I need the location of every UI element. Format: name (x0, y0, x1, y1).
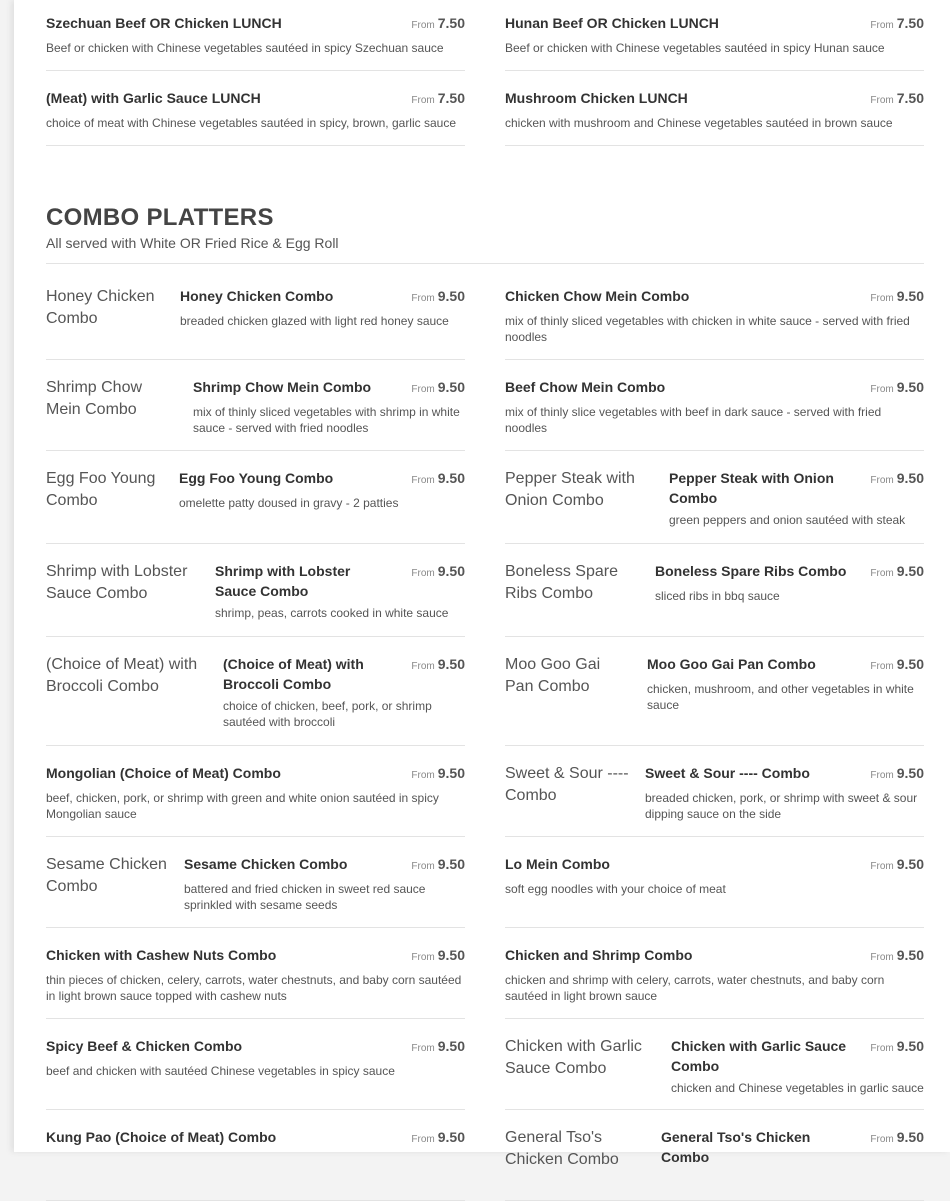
price-from-label: From (870, 661, 894, 672)
menu-item[interactable] (46, 837, 465, 928)
menu-item-info (647, 654, 924, 713)
menu-item-info (46, 945, 465, 1004)
price-amount: 7.50 (437, 15, 465, 31)
price-from-label: From (411, 384, 435, 395)
menu-item-name[interactable]: Chicken with Cashew Nuts Combo (46, 947, 277, 963)
price-from-label: From (411, 861, 435, 872)
price-from-label: From (411, 770, 435, 781)
price-amount: 9.50 (437, 856, 465, 872)
menu-item-description: mix of thinly sliced vegetables with chicken in white sauce - served with fried noodles (505, 314, 910, 344)
price-from-label: From (411, 952, 435, 963)
menu-item[interactable] (46, 269, 465, 360)
menu-item-description: beef, chicken, pork, or shrimp with green and white onion sautéed in spicy Mongolian sauce (46, 791, 439, 821)
menu-item-name[interactable]: Shrimp Chow Mein Combo (193, 379, 372, 395)
menu-item-name[interactable]: Mongolian (Choice of Meat) Combo (46, 765, 281, 781)
menu-item-price (411, 88, 465, 111)
menu-item[interactable] (505, 544, 924, 637)
menu-item-name[interactable]: Moo Goo Gai Pan Combo (647, 656, 816, 672)
menu-item-name[interactable]: Chicken and Shrimp Combo (505, 947, 693, 963)
menu-item-description: beef and chicken with sautéed Chinese vegetables in spicy sauce (46, 1064, 395, 1078)
price-from-label: From (411, 568, 435, 579)
menu-item-price (411, 763, 465, 786)
price-amount: 9.50 (437, 765, 465, 781)
menu-item[interactable] (46, 360, 465, 451)
menu-item-price (870, 468, 924, 491)
menu-item-image[interactable]: Sweet & Sour ---- Combo (505, 765, 629, 804)
price-from-label: From (411, 20, 435, 31)
menu-item-info (223, 654, 465, 730)
menu-item-description: omelette patty doused in gravy - 2 patties (179, 496, 399, 510)
menu-item-info (179, 468, 465, 511)
menu-item-description: soft egg noodles with your choice of meat (505, 882, 726, 896)
menu-item-price (411, 286, 465, 309)
price-from-label: From (870, 475, 894, 486)
menu-item-description: choice of chicken, beef, pork, or shrimp sautéed with broccoli (223, 699, 432, 729)
menu-item-price (411, 468, 465, 491)
price-amount: 9.50 (896, 563, 924, 579)
menu-item-price (411, 377, 465, 400)
price-amount: 9.50 (437, 947, 465, 963)
menu-item-price (870, 1127, 924, 1150)
price-amount: 9.50 (896, 1038, 924, 1054)
menu-item[interactable] (46, 1110, 465, 1201)
menu-item-image[interactable]: Moo Goo Gai Pan Combo (505, 656, 601, 695)
menu-item-image[interactable]: Shrimp with Lobster Sauce Combo (46, 563, 188, 602)
menu-item-info (215, 561, 465, 621)
price-from-label: From (411, 293, 435, 304)
menu-item-price (870, 88, 924, 111)
price-from-label: From (411, 1043, 435, 1054)
price-amount: 9.50 (896, 470, 924, 486)
menu-item-image[interactable]: Pepper Steak with Onion Combo (505, 470, 635, 509)
menu-item-description: green peppers and onion sautéed with steak (669, 513, 906, 527)
menu-item-price (870, 854, 924, 877)
price-from-label: From (870, 952, 894, 963)
menu-item-price (870, 763, 924, 786)
menu-item-description: Beef or chicken with Chinese vegetables sautéed in spicy Hunan sauce (505, 41, 885, 55)
menu-item-description: shrimp, peas, carrots cooked in white sauce (215, 606, 449, 620)
price-amount: 9.50 (437, 656, 465, 672)
menu-item-name[interactable]: Chicken Chow Mein Combo (505, 288, 690, 304)
price-from-label: From (411, 1134, 435, 1145)
menu-item-price (870, 286, 924, 309)
price-amount: 9.50 (437, 563, 465, 579)
price-from-label: From (870, 1134, 894, 1145)
menu-item[interactable] (505, 0, 924, 71)
menu-item-description: thin pieces of chicken, celery, carrots, water chestnuts, and baby corn sautéed in light brown sauce topped with cashew nuts (46, 973, 462, 1003)
menu-item-price (870, 654, 924, 677)
menu-item-info (655, 561, 924, 604)
menu-item-info (46, 88, 465, 131)
menu-item-image[interactable]: Chicken with Garlic Sauce Combo (505, 1038, 642, 1077)
menu-item-description: breaded chicken glazed with light red honey sauce (180, 314, 449, 328)
menu-item-price (870, 561, 924, 584)
menu-item-name[interactable]: (Choice of Meat) with Broccoli Combo (223, 656, 364, 692)
menu-item-image[interactable]: Boneless Spare Ribs Combo (505, 563, 618, 602)
price-from-label: From (870, 568, 894, 579)
price-amount: 9.50 (896, 656, 924, 672)
menu-item-name[interactable]: Hunan Beef OR Chicken LUNCH (505, 15, 719, 31)
menu-item[interactable] (505, 1019, 924, 1110)
menu-item-description: choice of meat with Chinese vegetables sautéed in spicy, brown, garlic sauce (46, 116, 456, 130)
price-from-label: From (870, 95, 894, 106)
lunch-items-grid (46, 0, 924, 146)
menu-item-price (411, 1127, 465, 1150)
menu-item-info (46, 13, 465, 56)
menu-item-name[interactable]: Shrimp with Lobster Sauce Combo (215, 563, 351, 599)
menu-item-info (184, 854, 465, 913)
menu-item-price (870, 945, 924, 968)
menu-item[interactable] (505, 928, 924, 1019)
price-from-label: From (870, 770, 894, 781)
menu-item-info (669, 468, 924, 528)
menu-item[interactable] (505, 269, 924, 360)
menu-item-price (411, 13, 465, 36)
price-amount: 7.50 (896, 15, 924, 31)
price-amount: 9.50 (896, 1129, 924, 1145)
menu-page (14, 0, 950, 1168)
price-from-label: From (870, 384, 894, 395)
menu-item-name[interactable]: Mushroom Chicken LUNCH (505, 90, 688, 106)
menu-item-info (505, 945, 924, 1004)
price-amount: 7.50 (437, 90, 465, 106)
menu-item-info (661, 1127, 924, 1167)
menu-item-name[interactable]: General Tso's Chicken Combo (661, 1129, 811, 1165)
menu-item[interactable] (46, 637, 465, 746)
price-amount: 9.50 (437, 470, 465, 486)
price-from-label: From (870, 1043, 894, 1054)
menu-item-info (505, 377, 924, 436)
menu-item-name[interactable]: Boneless Spare Ribs Combo (655, 563, 847, 579)
menu-item[interactable] (505, 837, 924, 928)
price-from-label: From (870, 861, 894, 872)
menu-item-info (46, 1036, 465, 1079)
menu-item-description: mix of thinly slice vegetables with beef in dark sauce - served with fried noodles (505, 405, 882, 435)
menu-item[interactable] (505, 637, 924, 746)
menu-item-name[interactable]: Honey Chicken Combo (180, 288, 334, 304)
menu-item-image[interactable]: Egg Foo Young Combo (46, 470, 156, 509)
menu-item[interactable] (46, 928, 465, 1019)
menu-item-info (180, 286, 465, 329)
menu-item[interactable] (505, 1110, 924, 1201)
menu-item[interactable] (46, 451, 465, 544)
price-amount: 9.50 (896, 288, 924, 304)
menu-item-name[interactable]: Sesame Chicken Combo (184, 856, 348, 872)
menu-item-description: battered and fried chicken in sweet red sauce sprinkled with sesame seeds (184, 882, 426, 912)
menu-item-image[interactable]: General Tso's Chicken Combo (505, 1129, 619, 1168)
menu-item-name[interactable]: Kung Pao (Choice of Meat) Combo (46, 1129, 277, 1145)
price-from-label: From (870, 293, 894, 304)
menu-item-description: chicken with mushroom and Chinese vegetables sautéed in brown sauce (505, 116, 893, 130)
menu-item-price (411, 654, 465, 677)
menu-item-image[interactable]: Honey Chicken Combo (46, 288, 155, 327)
menu-item-price (870, 377, 924, 400)
combo-items-grid (46, 269, 924, 1201)
menu-item-name[interactable]: Lo Mein Combo (505, 856, 610, 872)
price-amount: 9.50 (896, 856, 924, 872)
price-amount: 9.50 (437, 1129, 465, 1145)
menu-item-description: Beef or chicken with Chinese vegetables sautéed in spicy Szechuan sauce (46, 41, 444, 55)
menu-item-info (193, 377, 465, 436)
menu-item[interactable] (46, 544, 465, 637)
menu-item-name[interactable]: (Meat) with Garlic Sauce LUNCH (46, 90, 261, 106)
menu-item[interactable] (46, 0, 465, 71)
menu-item-info (505, 286, 924, 345)
menu-item-name[interactable]: Pepper Steak with Onion Combo (669, 470, 834, 506)
menu-item-description: chicken, mushroom, and other vegetables in white sauce (647, 682, 914, 712)
menu-item[interactable] (46, 1019, 465, 1110)
price-amount: 9.50 (437, 379, 465, 395)
menu-item-price (411, 1036, 465, 1059)
menu-item-image[interactable]: (Choice of Meat) with Broccoli Combo (46, 656, 198, 695)
menu-item-info (645, 763, 924, 822)
menu-item-name[interactable]: Chicken with Garlic Sauce Combo (671, 1038, 847, 1074)
menu-item[interactable] (505, 746, 924, 837)
price-from-label: From (411, 661, 435, 672)
menu-item[interactable] (505, 451, 924, 544)
menu-item-price (411, 854, 465, 877)
menu-item-image[interactable]: Sesame Chicken Combo (46, 856, 167, 895)
menu-item-price (870, 13, 924, 36)
section-header (46, 203, 924, 264)
price-from-label: From (870, 20, 894, 31)
menu-item-price (411, 561, 465, 584)
section-title: COMBO PLATTERS (46, 204, 274, 231)
price-amount: 9.50 (896, 379, 924, 395)
price-amount: 7.50 (896, 90, 924, 106)
menu-item-name[interactable]: Szechuan Beef OR Chicken LUNCH (46, 15, 282, 31)
menu-item-price (870, 1036, 924, 1059)
menu-item[interactable] (505, 360, 924, 451)
menu-item-name[interactable]: Sweet & Sour ---- Combo (645, 765, 810, 781)
menu-item-description: mix of thinly sliced vegetables with shrimp in white sauce - served with fried noodles (193, 405, 460, 435)
menu-item-info (46, 1127, 465, 1150)
menu-item-description: chicken and Chinese vegetables in garlic sauce (671, 1081, 924, 1095)
menu-item-price (411, 945, 465, 968)
menu-item-info (505, 854, 924, 897)
menu-item-name[interactable]: Beef Chow Mein Combo (505, 379, 666, 395)
price-from-label: From (411, 95, 435, 106)
menu-item-description: sliced ribs in bbq sauce (655, 589, 780, 603)
price-from-label: From (411, 475, 435, 486)
menu-item-info (505, 13, 924, 56)
menu-item-name[interactable]: Spicy Beef & Chicken Combo (46, 1038, 243, 1054)
menu-item-image[interactable]: Shrimp Chow Mein Combo (46, 379, 143, 418)
menu-item-info (671, 1036, 924, 1096)
price-amount: 9.50 (896, 765, 924, 781)
menu-item-info (46, 763, 465, 822)
menu-item-name[interactable]: Egg Foo Young Combo (179, 470, 334, 486)
price-amount: 9.50 (437, 1038, 465, 1054)
price-amount: 9.50 (437, 288, 465, 304)
menu-item[interactable] (46, 71, 465, 146)
menu-item[interactable] (505, 71, 924, 146)
menu-item-description: breaded chicken, pork, or shrimp with sweet & sour dipping sauce on the side (645, 791, 918, 821)
section-subtitle: All served with White OR Fried Rice & Egg Roll (46, 235, 339, 251)
menu-item-description: chicken and shrimp with celery, carrots, water chestnuts, and baby corn sautéed in light brown sauce (505, 973, 885, 1003)
menu-item-info (505, 88, 924, 131)
menu-item[interactable] (46, 746, 465, 837)
price-amount: 9.50 (896, 947, 924, 963)
